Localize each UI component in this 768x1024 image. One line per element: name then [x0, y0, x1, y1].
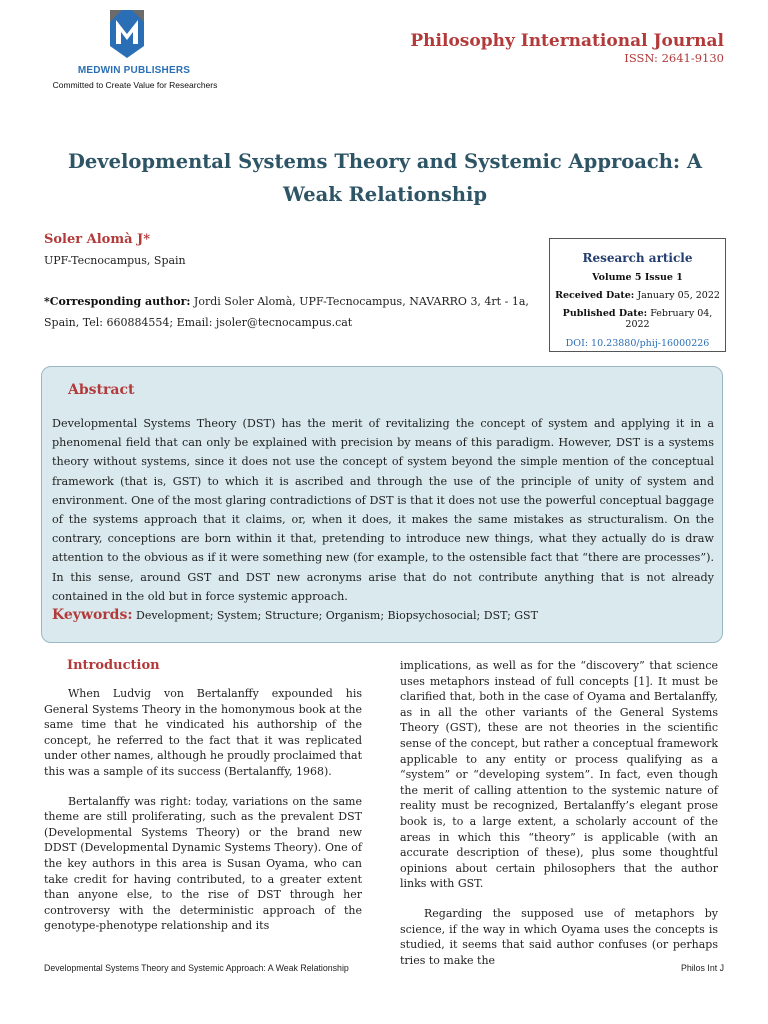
paragraph: When Ludvig von Bertalanffy expounded his General Systems Theory in the homonymous book at the same time that he vindicated his authorship of the concept, he referred to the fact that it was replicated under other names, although he proudly proclaimed that this was a sample of its success (Bertalanffy, 1968). [44, 687, 363, 778]
keywords-label: Keywords: [52, 607, 133, 623]
journal-name: Philosophy International Journal [410, 31, 724, 51]
article-type: Research article [582, 251, 693, 265]
publisher-name: MEDWIN PUBLISHERS [77, 65, 191, 76]
keywords [52, 607, 714, 623]
publisher-tagline: Committed to Create Value for Researchers [52, 80, 218, 90]
volume-issue [550, 272, 725, 283]
doi-link[interactable]: DOI: 10.23880/phij-16000226 [565, 338, 710, 349]
keywords-text: Development; System; Structure; Organism; Biopsychosocial; DST; GST [132, 609, 538, 622]
published-value: February 04, 2022 [625, 308, 713, 330]
published-label: Published Date: [562, 308, 648, 319]
received-value: January 05, 2022 [634, 290, 720, 301]
abstract-heading: Abstract [68, 382, 135, 398]
medwin-logo-icon [102, 8, 152, 60]
published-date [550, 308, 725, 330]
paragraph: Bertalanffy was right: today, variations on the same theme are still proliferating, such as the prevalent DST (Developmental Systems Theory) or the brand new DDST (Developmental Dynamic Systems Theory). One of the key authors in this area is Susan Oyama, who can take credit for having contributed, to a greater extent than anyone else, to the rise of DST through her controversy with the deterministic approach of the genotype-phenotype relationship and its [44, 794, 362, 933]
body-column-right [400, 658, 718, 982]
section-heading-introduction: Introduction [67, 658, 160, 673]
paragraph: Regarding the supposed use of metaphors by science, if the way in which Oyama uses the concepts is studied, it seems that said author confuses (or perhaps tries to make the [400, 906, 718, 967]
author-affiliation: UPF-Tecnocampus, Spain [44, 254, 186, 267]
corresponding-label: *Corresponding author: [44, 295, 191, 308]
journal-issn: ISSN: 2641-9130 [624, 51, 724, 65]
footer-running-title: Developmental Systems Theory and Systemic Approach: A Weak Relationship [44, 963, 349, 973]
article-title: Developmental Systems Theory and Systemic Approach: A Weak Relationship [67, 150, 703, 206]
body-column-left [44, 658, 362, 948]
paragraph: implications, as well as for the “discovery” that science uses metaphors instead of full concepts [1]. It must be clarified that, both in the case of Oyama and Bertalanffy, as in all the other variants of the General Systems Theory (GST), these are not theories in the scientific sense of the concept, but rather a conceptual framework applicable to any entity or process qualifying as a “system” or “developing system”. In fact, even though the merit of calling attention to the systemic nature of reality must be recognized, Bertalanffy’s elegant prose book is, to a large extent, a scholarly account of the areas in which this “theory” is applicable (with an accurate description of these), plus some thoughtful opinions about certain philosophers that the author links with GST. [400, 659, 718, 891]
received-date [550, 290, 725, 301]
publisher-logo [40, 8, 230, 88]
article-info-box [549, 238, 726, 352]
abstract-box [41, 366, 723, 643]
corresponding-text: Jordi Soler Alomà, UPF-Tecnocampus, NAVARRO 3, 4rt - 1a, Spain, Tel: 660884554; Email: jsoler@tecnocampus.cat [44, 295, 529, 329]
author-name: Soler Alomà J* [44, 232, 150, 247]
abstract-text: Developmental Systems Theory (DST) has the merit of revitalizing the concept of system and applying it in a phenomenal field that can only be explained with precision by means of this paradigm. However, DST is a systems theory without systems, since it does not use the concept of system beyond the simple mention of the conceptual framework (that is, GST) to which it is ascribed and through the use of the principle of unity of system and environment. One of the most glaring contradictions of DST is that it does not use the powerful conceptual baggage of the systems approach that it claims, or, when it does, it makes the same mistakes as structuralism. On the contrary, conceptions are born within it that, pretending to introduce new things, what they actually do is draw attention to the obvious as if it were something new (for example, to the ostensible fact that “there are processes”). In this sense, around GST and DST new acronyms arise that do not contribute anything that is not already contained in the old but in force systemic approach. [52, 417, 714, 603]
received-label: Received Date: [555, 290, 635, 301]
volume-issue-text: Volume 5 Issue 1 [592, 272, 683, 283]
footer-journal-abbrev: Philos Int J [680, 963, 724, 973]
corresponding-author [44, 291, 544, 333]
